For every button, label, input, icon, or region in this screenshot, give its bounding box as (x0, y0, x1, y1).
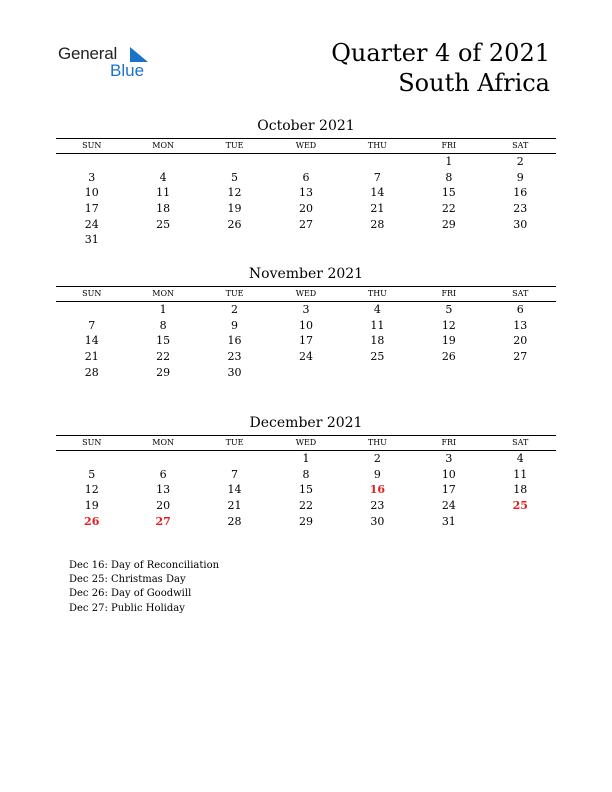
day-cell: 18 (370, 334, 385, 348)
day-cell: 1 (445, 155, 453, 168)
weekday-label: SUN (82, 141, 102, 150)
day-cell: 1 (159, 303, 167, 316)
day-cell (413, 365, 484, 381)
week-row (56, 333, 556, 349)
day-cell: 15 (441, 186, 456, 200)
day-cell: 5 (88, 467, 96, 481)
day-cell: 13 (298, 186, 313, 200)
holiday-entry: Dec 26: Day of Goodwill (69, 588, 192, 600)
day-cell (270, 232, 341, 248)
day-cell: 15 (298, 483, 313, 497)
day-cell: 26 (227, 217, 242, 231)
day-cell: 27 (513, 350, 528, 364)
day-cell: 21 (227, 499, 242, 513)
week-row (56, 318, 556, 334)
day-cell: 23 (370, 499, 385, 513)
day-cell: 29 (441, 217, 456, 231)
day-cell (199, 232, 270, 248)
weekday-label: TUE (225, 289, 244, 298)
day-cell: 3 (445, 452, 453, 465)
month-name: October 2021 (257, 118, 355, 134)
month-name: November 2021 (248, 266, 364, 282)
logo-text-blue: Blue (110, 61, 145, 80)
day-cell: 14 (370, 186, 385, 200)
day-cell (199, 451, 270, 467)
day-cell: 4 (516, 452, 524, 465)
day-cell: 25 (512, 499, 528, 513)
day-cell: 6 (302, 170, 310, 184)
week-row (56, 467, 556, 483)
weekday-label: FRI (441, 289, 457, 298)
weekday-label: MON (152, 141, 174, 150)
week-row (56, 514, 556, 530)
day-cell: 20 (298, 202, 313, 216)
day-cell: 8 (445, 170, 453, 184)
day-cell (270, 154, 341, 170)
week-row (56, 451, 556, 467)
day-cell: 9 (231, 318, 239, 332)
day-cell: 2 (231, 303, 239, 316)
day-cell: 20 (156, 499, 171, 513)
weekday-label: WED (295, 141, 317, 150)
day-cell: 11 (370, 318, 385, 332)
day-cell: 30 (370, 514, 385, 528)
weekday-label: MON (152, 438, 174, 447)
week-row (56, 349, 556, 365)
day-cell (56, 154, 127, 170)
day-cell (127, 232, 198, 248)
day-cell: 2 (373, 452, 381, 465)
day-cell: 3 (302, 303, 310, 316)
day-cell: 7 (88, 318, 96, 332)
week-row (56, 302, 556, 318)
day-cell: 22 (441, 202, 456, 216)
weekday-label: SAT (512, 289, 529, 298)
month-name: December 2021 (249, 415, 363, 431)
weekday-label: THU (367, 141, 387, 150)
day-cell: 17 (441, 483, 456, 497)
weekday-label: FRI (441, 141, 457, 150)
day-cell: 22 (298, 499, 313, 513)
title-country: South Africa (398, 69, 550, 97)
day-cell: 19 (227, 202, 242, 216)
day-cell: 24 (84, 217, 99, 231)
month-december (56, 414, 556, 529)
week-row (56, 232, 556, 248)
week-row (56, 170, 556, 186)
day-cell: 11 (513, 467, 528, 481)
day-cell: 9 (516, 170, 524, 184)
day-cell: 27 (298, 217, 313, 231)
day-cell: 19 (441, 334, 456, 348)
day-cell (56, 451, 127, 467)
weekday-label: SUN (82, 438, 102, 447)
holiday-entry: Dec 16: Day of Reconciliation (69, 560, 220, 571)
day-cell: 26 (84, 514, 100, 528)
day-cell: 31 (441, 514, 456, 528)
month-november (56, 265, 556, 380)
day-cell: 19 (84, 499, 99, 513)
day-cell (342, 365, 413, 381)
day-cell: 14 (227, 483, 242, 497)
day-cell: 6 (516, 303, 524, 316)
weekday-label: SUN (82, 289, 102, 298)
day-cell: 14 (84, 334, 99, 348)
day-cell: 18 (156, 202, 171, 216)
day-cell: 26 (441, 350, 456, 364)
day-cell: 25 (156, 217, 171, 231)
day-cell: 16 (227, 334, 242, 348)
day-cell: 8 (302, 467, 310, 481)
weekday-header (56, 435, 556, 451)
day-cell: 21 (370, 202, 385, 216)
day-cell: 17 (84, 202, 99, 216)
day-cell: 8 (159, 318, 167, 332)
day-cell: 3 (88, 170, 96, 184)
day-cell: 12 (84, 483, 99, 497)
day-cell: 12 (227, 186, 242, 200)
day-cell (199, 154, 270, 170)
weekday-label: THU (367, 289, 387, 298)
day-cell (127, 451, 198, 467)
weekday-label: TUE (225, 141, 244, 150)
day-cell: 23 (227, 350, 242, 364)
day-cell: 15 (156, 334, 171, 348)
week-row (56, 217, 556, 233)
day-cell: 17 (298, 334, 313, 348)
day-cell: 24 (298, 350, 313, 364)
weekday-header (56, 138, 556, 154)
weekday-header (56, 286, 556, 302)
day-cell: 28 (84, 365, 99, 379)
page-title (331, 38, 550, 98)
week-row (56, 185, 556, 201)
weekday-label: WED (295, 438, 317, 447)
day-cell (127, 154, 198, 170)
day-cell: 28 (370, 217, 385, 231)
week-row (56, 365, 556, 381)
day-cell: 30 (227, 365, 242, 379)
day-cell: 11 (156, 186, 171, 200)
week-row (56, 201, 556, 217)
day-cell: 20 (513, 334, 528, 348)
day-cell (485, 514, 556, 530)
holiday-list (69, 559, 219, 616)
day-cell (413, 232, 484, 248)
day-cell: 16 (513, 186, 528, 200)
day-cell: 10 (84, 186, 99, 200)
generalblue-logo (58, 44, 168, 84)
day-cell: 21 (84, 350, 99, 364)
day-cell: 27 (155, 514, 171, 528)
weekday-label: SAT (512, 438, 529, 447)
day-cell: 25 (370, 350, 385, 364)
day-cell (485, 365, 556, 381)
weekday-label: SAT (512, 141, 529, 150)
day-cell: 12 (441, 318, 456, 332)
day-cell: 28 (227, 514, 242, 528)
day-cell: 10 (441, 467, 456, 481)
day-cell: 4 (373, 303, 381, 316)
week-row (56, 154, 556, 170)
day-cell: 23 (513, 202, 528, 216)
title-quarter: Quarter 4 of 2021 (331, 39, 550, 67)
day-cell: 5 (231, 170, 239, 184)
weekday-label: THU (367, 438, 387, 447)
day-cell: 31 (84, 233, 99, 247)
day-cell: 18 (513, 483, 528, 497)
day-cell: 2 (516, 155, 524, 168)
day-cell (270, 365, 341, 381)
weekday-label: WED (295, 289, 317, 298)
day-cell: 16 (369, 483, 386, 497)
day-cell: 7 (231, 467, 239, 481)
day-cell: 22 (156, 350, 171, 364)
week-row (56, 482, 556, 498)
month-october (56, 117, 556, 248)
weekday-label: TUE (225, 438, 244, 447)
day-cell: 29 (156, 365, 171, 379)
day-cell: 5 (445, 303, 453, 316)
day-cell: 7 (373, 170, 381, 184)
day-cell: 4 (159, 170, 167, 184)
holiday-entry: Dec 27: Public Holiday (69, 602, 185, 614)
day-cell: 29 (298, 514, 313, 528)
day-cell: 13 (513, 318, 528, 332)
day-cell: 30 (513, 217, 528, 231)
holiday-entry: Dec 25: Christmas Day (69, 574, 186, 586)
day-cell: 24 (441, 499, 456, 513)
day-cell: 13 (156, 483, 171, 497)
day-cell: 1 (302, 452, 310, 465)
day-cell (342, 232, 413, 248)
day-cell: 9 (373, 467, 381, 481)
logo-text-general: General (58, 44, 118, 63)
weekday-label: MON (152, 289, 174, 298)
day-cell (56, 302, 127, 318)
day-cell: 6 (159, 467, 167, 481)
day-cell (342, 154, 413, 170)
day-cell: 10 (298, 318, 313, 332)
weekday-label: FRI (441, 438, 457, 447)
week-row (56, 498, 556, 514)
day-cell (485, 232, 556, 248)
